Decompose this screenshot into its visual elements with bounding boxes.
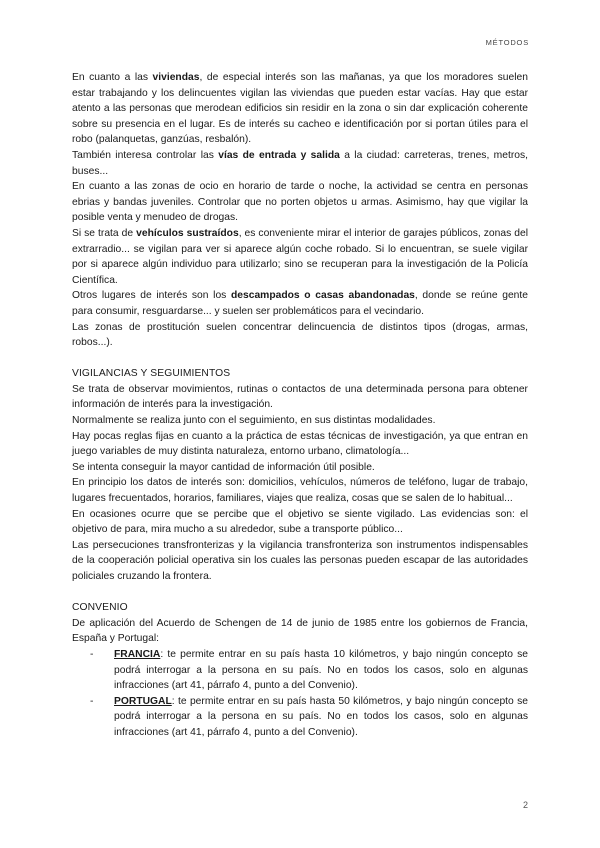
convenio-list	[72, 647, 528, 741]
convenio-intro: De aplicación del Acuerdo de Schengen de 14 de junio de 1985 entre los gobiernos de Francia, España y Portugal:	[72, 617, 528, 645]
vigilancias-paragraph: Normalmente se realiza junto con el seguimiento, en sus distintas modalidades.	[72, 415, 436, 427]
vigilancias-paragraph: Las persecuciones transfronterizas y la vigilancia transfronteriza son instrumentos indispensables de la cooperación policial operativa sin los cuales las personas pueden escapar de las autoridades policiales cruzando la frontera.	[72, 539, 528, 582]
page-number: 2	[522, 800, 528, 810]
paragraph-vias: También interesa controlar las vías de entrada y salida a la ciudad: carreteras, trenes, metros, buses...	[72, 149, 528, 177]
section-title-convenio: CONVENIO	[72, 602, 128, 614]
paragraph-viviendas: En cuanto a las viviendas, de especial interés son las mañanas, ya que los moradores suelen estar trabajando y los delincuentes vigilan las viviendas que pueden estar vacías. Hay que estar atento a las personas que merodean edificios sin residir en la zona o sin dar explicación coherente sobre su presencia en el lugar. Es de interés su cacheo e identificación por si portan útiles para el robo (palanquetas, ganzúas, resbalón).	[72, 72, 529, 146]
keyword-descampados: descampados o casas abandonadas	[230, 290, 415, 302]
paragraph-vehiculos: Si se trata de vehículos sustraídos, es conveniente mirar el interior de garajes públicos, zonas del extrarradio... se vigilan para ver si aparece algún coche robado. Si lo encuentran, se suele vigilar por si aparece algún individuo para utilizarlo; sino se recuperan para la investigación de la Policía Científica.	[72, 227, 528, 286]
paragraph-prostitucion: Las zonas de prostitución suelen concentrar delincuencia de distintos tipos (drogas, armas, robos...).	[72, 321, 528, 349]
list-dash: -	[90, 695, 94, 707]
keyword-vias: vías de entrada y salida	[218, 149, 340, 161]
list-dash: -	[90, 648, 94, 660]
running-header: MÉTODOS	[485, 38, 529, 47]
country-portugal: PORTUGAL	[114, 695, 172, 707]
vigilancias-paragraph: En principio los datos de interés son: domicilios, vehículos, números de teléfono, lugar de trabajo, lugares frecuentados, horarios, familiares, viajes que realiza, cosas que se salen de lo habitual...	[72, 477, 528, 505]
vigilancias-paragraph: En ocasiones ocurre que se percibe que el objetivo se siente vigilado. Las evidencias son: el objetivo de para, mira mucho a su alrededor, sube a transporte público...	[72, 508, 528, 536]
keyword-viviendas: viviendas	[152, 72, 200, 83]
paragraph-ocio: En cuanto a las zonas de ocio en horario de tarde o noche, la actividad se centra en personas ebrias y bandas juveniles. Controlar que no porten objetos u armas. Asimismo, hay que vigilar la posible venta y menudeo de drogas.	[72, 181, 528, 224]
vigilancias-paragraph: Se intenta conseguir la mayor cantidad de información útil posible.	[72, 461, 375, 473]
list-item-portugal: - PORTUGAL: te permite entrar en su país hasta 50 kilómetros, y bajo ningún concepto se podrá interrogar a la persona en su país. No en todos los casos, solo en algunas infracciones (art 41, párrafo 4, punto a del Convenio).	[90, 695, 528, 738]
country-francia: FRANCIA	[114, 648, 161, 660]
section-title-vigilancias: VIGILANCIAS Y SEGUIMIENTOS	[72, 368, 231, 380]
vigilancias-paragraph: Se trata de observar movimientos, rutinas o contactos de una determinada persona para obtener información de interés para la investigación.	[72, 383, 528, 411]
document-body	[72, 70, 528, 741]
paragraph-descampados: Otros lugares de interés son los descampados o casas abandonadas, donde se reúne gente para consumir, resguardarse... y suelen ser problemáticos para el vecindario.	[72, 290, 529, 317]
list-item-francia: - FRANCIA: te permite entrar en su país hasta 10 kilómetros, y bajo ningún concepto se podrá interrogar a la persona en su país. No en todos los casos, solo en algunas infracciones (art 41, párrafo 4, punto a del Convenio).	[90, 648, 528, 692]
keyword-vehiculos: vehículos sustraídos	[136, 227, 239, 239]
vigilancias-paragraph: Hay pocas reglas fijas en cuanto a la práctica de estas técnicas de investigación, ya que entran en juego variables de muy distinta naturaleza, entorno urbano, climatología...	[72, 430, 528, 458]
